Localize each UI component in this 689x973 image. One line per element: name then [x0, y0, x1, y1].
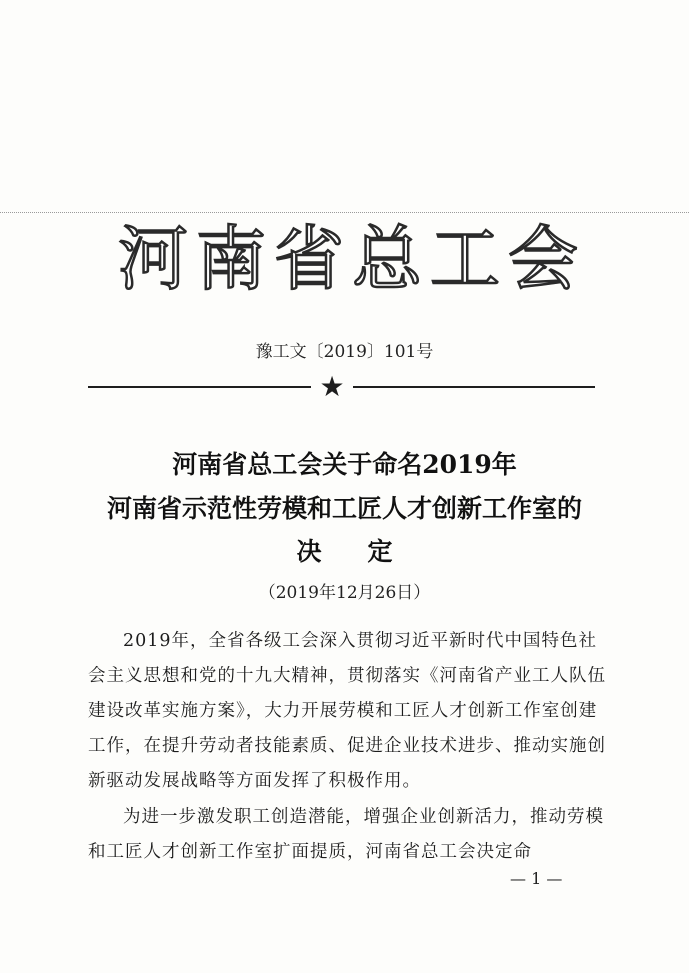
header-rule-right [353, 386, 595, 388]
document-title-line-1: 河南省总工会关于命名2019年 [172, 450, 517, 479]
star-icon: ★ [319, 370, 345, 403]
document-title-line-2: 河南省示范性劳模和工匠人才创新工作室的 [106, 494, 582, 523]
document-title-line-3: 决定 [296, 537, 439, 566]
page-number: — 1 — [510, 869, 563, 888]
body-paragraph: 2019年，全省各级工会深入贯彻习近平新时代中国特色社会主义思想和党的十九大精神，贯彻落实《河南省产业工人队伍建设改革实施方案》，大力开展劳模和工匠人才创新工作室创建工作，在提升劳动者技能素质、促进企业技术进步、推动实施创新驱动发展战略等方面发挥了积极作用。 [88, 631, 606, 791]
scan-fold-line [0, 212, 689, 213]
red-header-masthead: 河南省总工会 [118, 218, 586, 300]
document-number: 豫工文〔2019〕101号 [255, 342, 434, 362]
header-rule-left [88, 386, 311, 388]
document-date: （2019年12月26日） [258, 583, 431, 603]
body-paragraph: 为进一步激发职工创造潜能，增强企业创新活力，推动劳模和工匠人才创新工作室扩面提质，河南省总工会决定命 [88, 807, 604, 862]
